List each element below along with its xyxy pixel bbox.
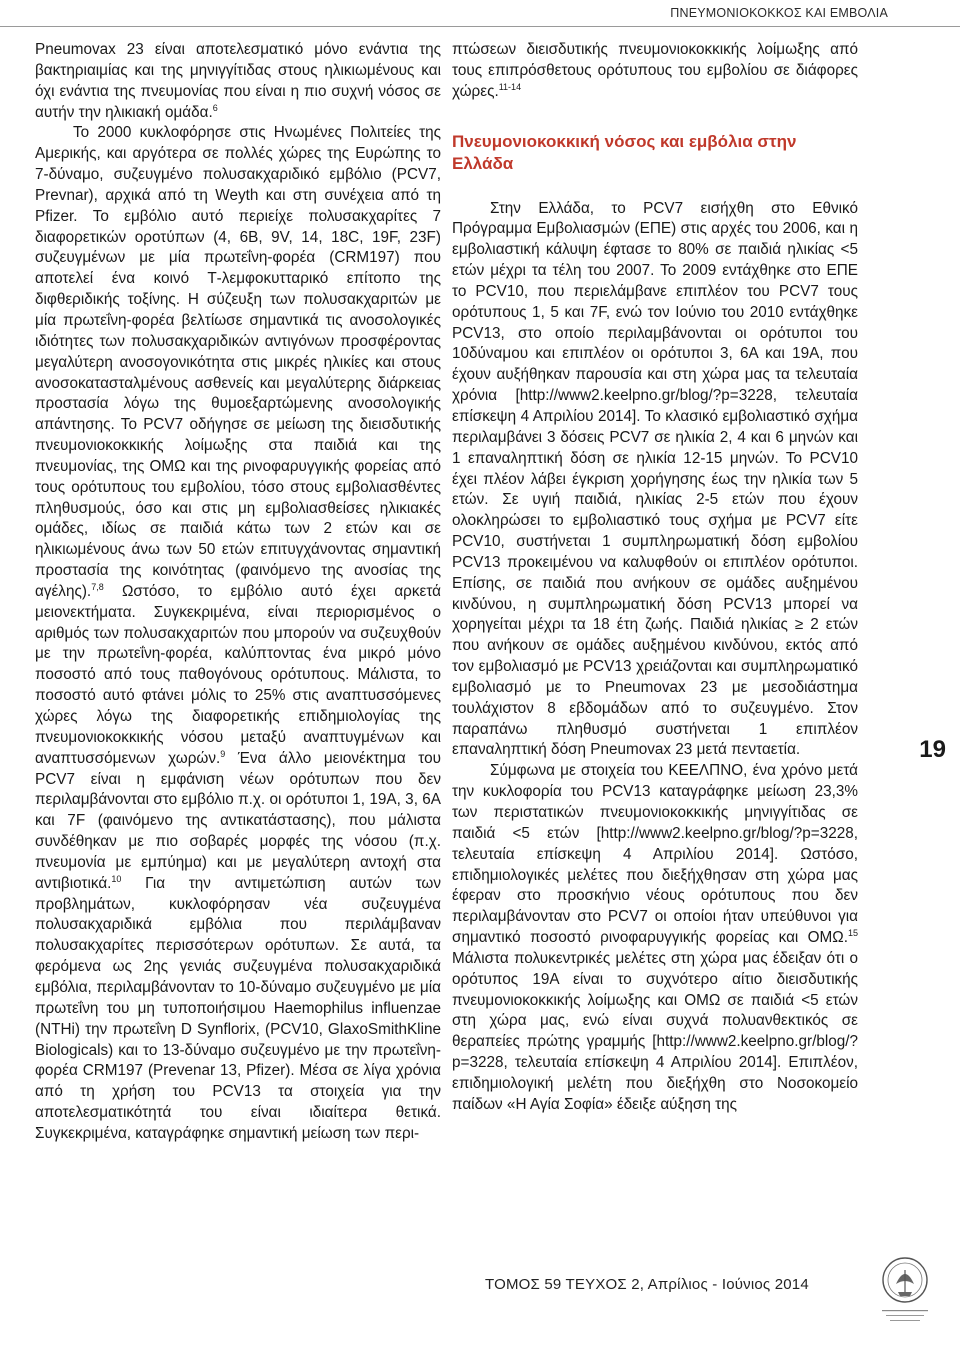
reference-sup: 15 — [847, 928, 858, 939]
right-paragraph-0 — [452, 40, 858, 103]
left-column — [35, 40, 441, 1145]
reference-sup: 6 — [212, 102, 218, 113]
reference-sup: 10 — [111, 873, 122, 884]
running-header: ΠΝΕΥΜΟΝΙΟΚΟΚΚΟΣ ΚΑΙ ΕΜΒΟΛΙΑ — [670, 6, 888, 20]
paragraph-text: Για την αντιμετώπιση αυτών των προβλημάτων, κυκλοφόρησαν νέα συζευγμένα πολυσακχαριδικά εμβόλια που περιλάμβαναν πολυσακχαρίτες περισσότερων ορότυπων. Σε αυτά, τα φερόμενα ως 2ης γενιάς συζευγμένα πολυσακχαριδικά εμβόλια, περιλαμβάνονταν το 10-δύναμο συζευγμένο με μία πρωτεΐνη του μη τυποποιήσιμου Haemophilus influenzae (NTHi) την πρωτεΐνη D Synflorix, (PCV10, GlaxoSmithKline Biologicals) και το 13-δύναμο συζευγμένο με την πρωτεΐνη-φορέα CRM197 (Prevenar 13, Pfizer). Μέσα σε λίγα χρόνια από τη χρήση του PCV13 τα στοιχεία για την αποτελεσματικότητά του είναι ιδιαίτερα θετικά. Συγκεκριμένα, καταγράφηκε σημαντική μείωση των περι- — [35, 874, 441, 1142]
paragraph-text: Pneumovax 23 είναι αποτελεσματικό μόνο ενάντια της βακτηριαιμίας και της μηνιγγίτιδας στους ηλικιωμένους και όχι ενάντια της πνευμονίας που είναι η πιο συχνή νόσος σε αυτήν την ηλικιακή ομάδα. — [35, 41, 441, 121]
society-seal-logo — [870, 1250, 940, 1345]
left-paragraph-2 — [35, 123, 441, 1144]
right-paragraph-1: Στην Ελλάδα, το PCV7 εισήχθη στο Εθνικό Πρόγραμμα Εμβολιασμών (ΕΠΕ) στις αρχές του 2006, και η εμβολιαστική κάλυψη έφτασε το 80% σε παιδιά ηλικίας <5 ετών μέχρι τα τέλη του 2007. Το 2009 εντάχθηκε στο ΕΠΕ το PCV10, που περιελάμβανε επιπλέον του PCV7 τους ορότυπους 1, 5 και 7F, ενώ τον Ιούνιο του 2010 εντάχθηκε PCV13, στο οποίο περιλαμβάνονται οι ορότυποι του 10δύναμου και επιπλέον οι ορότυποι 3, 6A και 19A, που έχουν αυξήθηκαν παρουσία και στη χώρα μας τα τελευταία χρόνια [http://www2.keelpno.gr/blog/?p=3228, τελευταία επίσκεψη 4 Απριλίου 2014]. Το κλασικό εμβολιαστικό σχήμα περιλαμβάνει 3 δόσεις PCV7 σε ηλικία 2, 4 και 6 μηνών και 1 επαναληπτική δόση σε ηλικία 12-15 μηνών. Το PCV10 έχει πλέον λάβει έγκριση χορήγησης έως την ηλικία των 5 ετών. Σε υγιή παιδιά, ηλικίας 2-5 ετών που έχουν ολοκληρώσει το εμβολιαστικό τους σχήμα με PCV7 είτε PCV10, συστήνεται 1 συμπληρωματική δόση εμβολίου PCV13 προκειμένου να καλυφθούν οι επιπλέον ορότυποι. Επίσης, σε παιδιά που ανήκουν σε ομάδες αυξημένου κινδύνου, η συμπληρωματική δόση PCV13 μπορεί να χορηγείται μέχρι τα 18 έτη ζωής. Παιδιά ηλικίας ≥ 2 ετών που ανήκουν σε ομάδες αυξημένου κινδύνου, εκτός από τον εμβολιασμό με PCV13 χρειάζονται και συμπληρωματικό εμβολιασμό με το Pneumovax 23 με μεσοδιάστημα τουλάχιστον 8 εβδομάδων από το συζευγμένο. Στον παραπάνω πληθυσμό συστήνεται 1 επιπλέον επαναληπτική δόση Pneumovax 23 μετά πενταετία. — [452, 199, 858, 759]
paragraph-text: Σύμφωνα με στοιχεία του ΚΕΕΛΠΝΟ, ένα χρόνο μετά την κυκλοφορία του PCV13 καταγράφηκε μείωση 23,3% των περιστατικών πνευμονιοκοκκικής μηνιγγίτιδας σε παιδιά <5 ετών [http://www2.keelpno.gr/blog/?p=3228, τελευταία επίσκεψη 4 Απριλίου 2014]. Ωστόσο, επιδημιολογικές μελέτες που διεξήχθησαν στη χώρα μας έφεραν στο προσκήνιο νέους ορότυπους που δεν περιλαμβάνονταν στο PCV7 οι οποίοι ήταν υπεύθυνοι για σημαντικό ποσοστό ρινοφαρυγγικής φορείας και ΟΜΩ. — [452, 762, 858, 947]
reference-sup: 9 — [220, 748, 226, 759]
paragraph-text: Μάλιστα πολυκεντρικές μελέτες στη χώρα μας έδειξαν ότι ο ορότυπος 19A είναι το συχνότερο αίτιο διεισδυτικής πνευμονιοκοκκικής λοίμωξης και ΟΜΩ σε παιδιά <5 ετών στη χώρα μας, ενώ είναι συχνά πολυανθεκτικός σε θεραπείες πρώτης γραμμής [http://www2.keelpno.gr/blog/?p=3228, τελευταία επίσκεψη 4 Απριλίου 2014]. Επιπλέον, επιδημιολογική μελέτη που διεξήχθη στο Νοσοκομείο παίδων «Η Αγία Σοφία» έδειξε αύξηση της — [452, 949, 858, 1113]
paragraph-text: Το 2000 κυκλοφόρησε στις Ηνωμένες Πολιτείες της Αμερικής, και αργότερα σε πολλές χώρες της Ευρώπης το 7-δύναμο, συζευγμένο πολυσακχαριδικό εμβόλιο (PCV7, Prevnar), αρχικά από τη Weyth και στη συνέχεια από τη Pfizer. Το εμβόλιο αυτό περιείχε πολυσακχαρίτες 7 διαφορετικών οροτύπων (4, 6B, 9V, 14, 18C, 19F, 23F) συζευγμένων με μία πρωτεΐνη-φορέα (CRM197) που αποτελεί ένα κοινό Τ-λεμφοκυτταρικό επίτοπο της διφθεριδικής τοξίνης. Η σύζευξη των πολυσακχαριτών με μία πρωτεΐνη-φορέα βελτίωσε σημαντικά τις ανοσολογικές ιδιότητες των πολυσακχαριδικών αντιγόνων προσφέροντας μεγαλύτερη ανοσογονικότητα στις μικρές ηλικίες και στους ανοσοκατασταλμένους ασθενείς και μεγαλύτερης διάρκειας προστασία λόγω της θυμοεξαρτώμενης ανοσολογικής απάντησης. Το PCV7 οδήγησε σε μείωση της διεισδυτικής πνευμονιοκοκκικής λοίμωξης στα παιδιά και της πνευμονίας, της ΟΜΩ και της ρινοφαρυγγικής φορείας από τους ορότυπους του εμβολίου, τόσο στους εμβολιασθέντες πληθυσμούς, όσο και στις μη εμβολιασθείσες ηλικιακές ομάδες, ιδίως σε παιδιά κάτω των 2 ετών και σε ηλικιωμένους άνω των 50 ετών επιτυγχάνοντας σημαντική προστασία της κοινότητας (φαινόμενο της ανοσίας της αγέλης). — [35, 124, 441, 600]
paragraph-text: πτώσεων διεισδυτικής πνευμονιοκοκκικής λοίμωξης από τους επιπρόσθετους ορότυπους του εμβολίου σε διάφορες χώρες. — [452, 41, 858, 100]
right-column — [452, 40, 858, 1116]
header-rule — [0, 26, 960, 27]
right-paragraph-2 — [452, 761, 858, 1115]
footer-issue-info: ΤΟΜΟΣ 59 ΤΕΥΧΟΣ 2, Απρίλιος - Ιούνιος 2014 — [485, 1276, 809, 1293]
reference-sup: 11-14 — [498, 81, 522, 92]
reference-sup: 7,8 — [91, 581, 104, 592]
paragraph-text: Ωστόσο, το εμβόλιο αυτό έχει αρκετά μειονεκτήματα. Συγκεκριμένα, είναι περιορισμένος ο αριθμός των πολυσακχαριτών που μπορούν να συζευχθούν με την πρωτεΐνη-φορέα, καλύπτοντας ένα μικρό μόνο ποσοστό από τους παθογόνους ορότυπους. Μάλιστα, το ποσοστό αυτό φτάνει μόλις το 25% στις αναπτυσσόμενες χώρες λόγω της διαφορετικής επιδημιολογίας της πνευμονιοκοκκικής νόσου μεταξύ αναπτυγμένων και αναπτυσσόμενων χωρών. — [35, 582, 441, 767]
section-heading: Πνευμονιοκοκκική νόσος και εμβόλια στην Ελλάδα — [452, 131, 797, 173]
paragraph-text: Ένα άλλο μειονέκτημα του PCV7 είναι η εμφάνιση νέων ορότυπων που δεν περιλαμβάνονται στο εμβόλιο π.χ. οι ορότυποι 1, 19A, 3, 6A και 7F (φαινόμενο της αντικατάστασης), που μάλιστα συνδέθηκαν με πιο σοβαρές μορφές της νόσου (π.χ. πνευμονία με εμπύημα) και με μεγαλύτερη αντοχή στα αντιβιοτικά. — [35, 749, 441, 892]
page-number: 19 — [919, 736, 946, 763]
left-paragraph-1 — [35, 40, 441, 123]
